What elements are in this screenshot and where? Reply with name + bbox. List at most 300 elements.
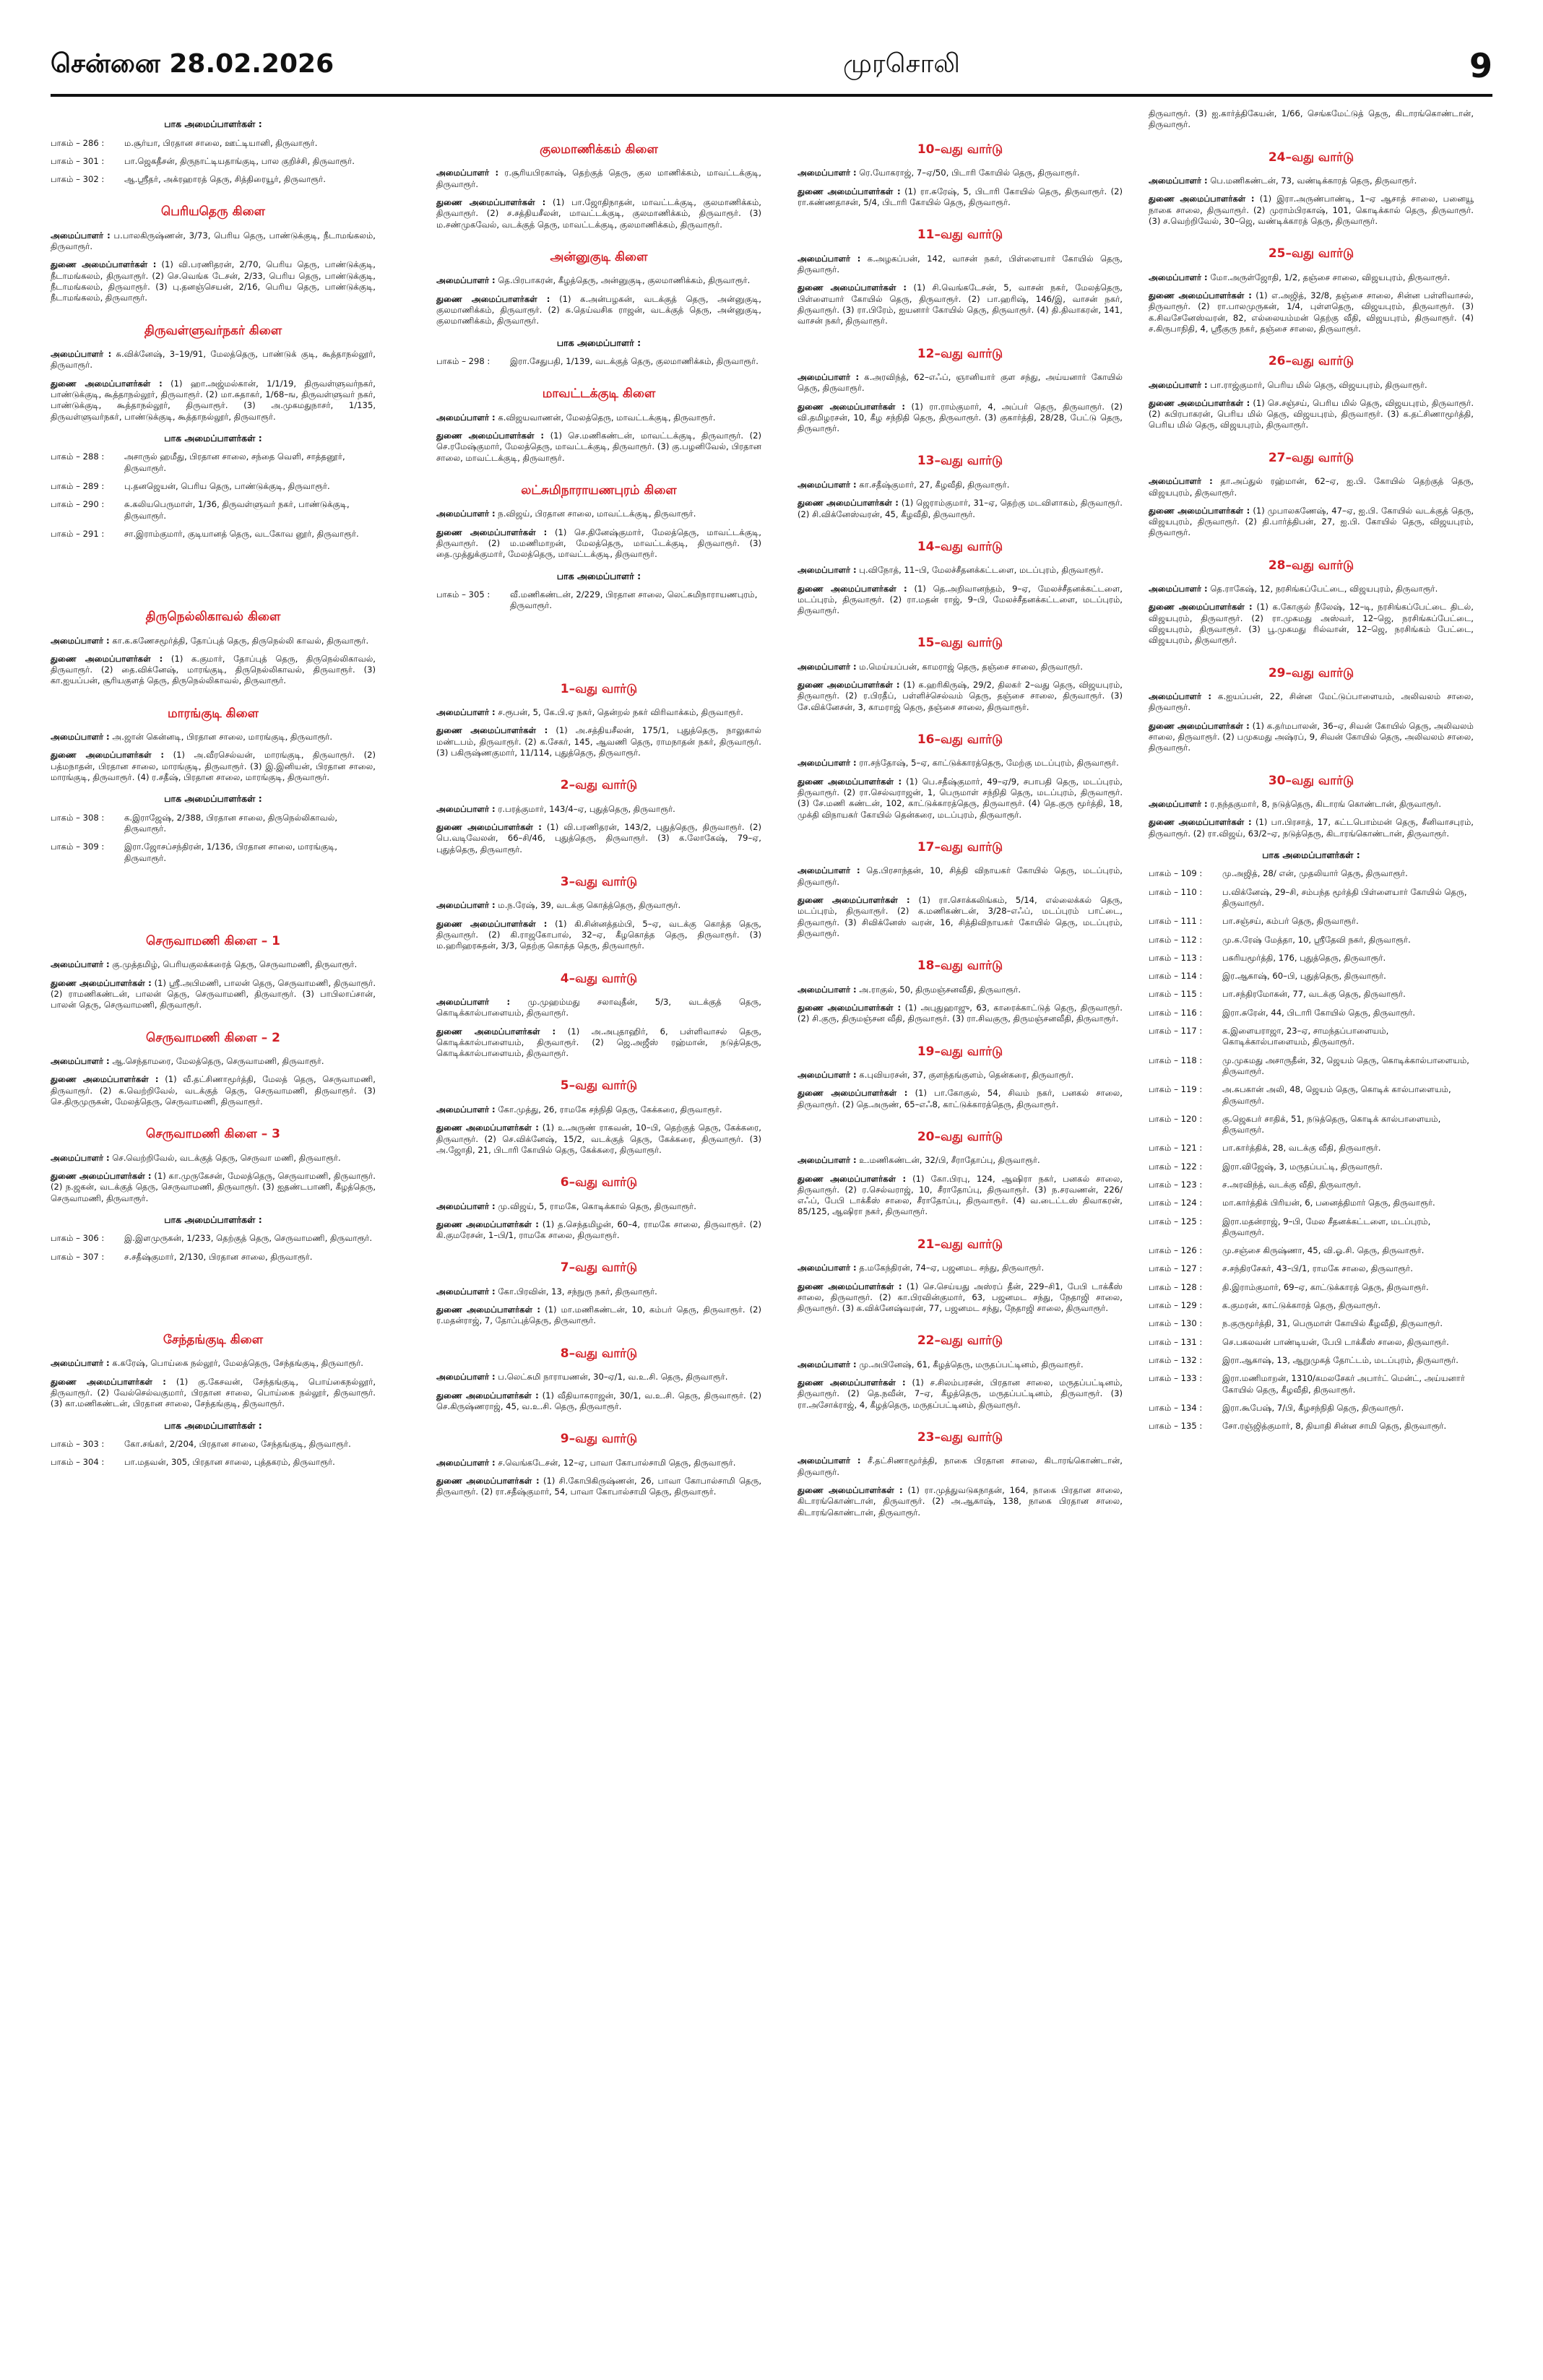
entry-text: மோ.அருள்ஜோதி, 1/2, தஞ்சை சாலை, விஜயபுரம், திருவாரூர்.: [1210, 272, 1451, 282]
entry-text: (1) க.அன்பழகன், வடக்குத் தெரு, அன்னுகுடி, குலமாணிக்கம், திருவாரூர். (2) சு.தெய்வசிக ராஜன், வடக்குத் தெரு, அன்னுகுடி, குலமாணிக்கம், திருவாரூர்.: [436, 293, 761, 326]
entry-text: (1) அபுதுஹாஜு, 63, காரைக்காட்டுத் தெரு, திருவாரூர். (2) சி.குரு, திருமஞ்சன வீதி, திருவாரூர். (3) ரா.சிவகுரு, திருமஞ்சனவீதி, திருவாரூர்.: [798, 1002, 1123, 1024]
section-title: 18–வது வார்டு: [917, 959, 1003, 974]
entry-text: ப.லெட்சுமி நாராயணன், 30–ஏ/1, வ.உ.சி. தெரு, திருவாரூர்.: [498, 1372, 728, 1382]
booth-entry: [1149, 1161, 1474, 1172]
booth-entry: [1149, 1421, 1474, 1432]
booth-entry: [1149, 1055, 1474, 1078]
role-label: அமைப்பாளர் :: [436, 707, 496, 718]
entry-paragraph: [51, 1056, 376, 1067]
role-label: அமைப்பாளர் :: [798, 168, 857, 178]
section-title: 14–வது வார்டு: [917, 539, 1003, 554]
role-label: அமைப்பாளர் :: [1149, 691, 1212, 702]
column-1: [51, 108, 376, 2362]
entry-text: ரா.சந்தோஷ், 5–ஏ, காட்டுக்காரத்தெரு, மேற்கு மடப்புரம், திருவாரூர்.: [859, 758, 1119, 769]
booth-organiser: இரா.ஆகாஷ், 13, ஆறுமுகத் தோட்டம், மடப்புரம், திருவாரூர்.: [1222, 1354, 1458, 1365]
role-label: அமைப்பாளர் :: [51, 732, 110, 743]
section-title: 4–வது வார்டு: [560, 971, 638, 986]
booth-organiser: சு.கலியபெருமாள், 1/36, திருவள்ளுவர் நகர், பாண்டுக்குடி, திருவாரூர்.: [124, 499, 350, 521]
role-label: துணை அமைப்பாளர்கள் :: [1149, 817, 1252, 828]
role-label: துணை அமைப்பாளர்கள் :: [798, 401, 905, 412]
role-label: துணை அமைப்பாளர்கள் :: [798, 680, 900, 691]
role-label: துணை அமைப்பாளர்கள் :: [436, 527, 548, 537]
booth-organiser: இரா.சேதுபதி, 1/139, வடக்குத் தெரு, குலமாணிக்கம், திருவாரூர்.: [510, 356, 758, 367]
entry-paragraph: [798, 1455, 1123, 1478]
booth-organiser: இரா.மதன்ராஜ், 9–பி, மேல சீதனக்கட்டளை, மடப்புரம், திருவாரூர்.: [1222, 1216, 1431, 1237]
role-label: அமைப்பாளர் :: [1149, 379, 1208, 390]
role-label: அமைப்பாளர் :: [1149, 176, 1208, 186]
entry-paragraph: [798, 254, 1123, 276]
booth-entry: [1149, 1263, 1474, 1274]
booth-entry: [51, 529, 376, 540]
booth-entry: [1149, 935, 1474, 945]
entry-paragraph: [1149, 691, 1474, 714]
entry-paragraph: [436, 294, 761, 327]
entry-paragraph: [436, 527, 761, 561]
entry-text: (1) க.ஹரிகிருஷ், 29/2, திலகர் 2–வது தெரு, விஜயபுரம், திருவாரூர். (2) ர.பிரதீப், பள்ளிச்செல்வம் தெரு, தஞ்சை சாலை, திருவாரூர். (3) சே.விக்னேசன், 3, காமராஜ் தெரு, தஞ்சை சாலை, திருவாரூர்.: [798, 680, 1123, 712]
role-label: அமைப்பாளர் :: [436, 1200, 496, 1211]
booth-number: பாகம் – 127 :: [1149, 1263, 1203, 1274]
booth-entry: [436, 356, 761, 367]
booth-organiser: இரா.சுரேன், 44, பிடாரி கோயில் தெரு, திருவாரூர்.: [1222, 1007, 1416, 1018]
entry-paragraph: [436, 412, 761, 423]
entry-paragraph: [51, 1358, 376, 1369]
section-title: மாரங்குடி கிளை: [167, 706, 259, 721]
entry-paragraph: [798, 1003, 1123, 1025]
entry-paragraph: [436, 509, 761, 519]
booth-entry: [1149, 1337, 1474, 1348]
role-label: துணை அமைப்பாளர்கள் :: [51, 1074, 159, 1085]
role-label: அமைப்பாளர் :: [1149, 476, 1213, 487]
booth-number: பாகம் – 109 :: [1149, 868, 1203, 879]
entry-text: (1) முபாலகணேஷ், 47–ஏ, ஐ.பி. கோயில் வடக்குத் தெரு, விஜயபுரம், திருவாரூர். (2) தி.பார்த்திபன், 27, ஐ.பி. கோயில் தெரு, விஜயபுரம், திருவாரூர்.: [1149, 505, 1474, 538]
entry-paragraph: [51, 1074, 376, 1107]
role-label: அமைப்பாளர் :: [798, 371, 860, 382]
role-label: அமைப்பாளர் :: [436, 1286, 496, 1297]
booth-number: பாகம் – 123 :: [1149, 1180, 1203, 1190]
booth-number: பாகம் – 134 :: [1149, 1402, 1203, 1413]
entry-text: ம.மெய்யப்பன், காமராஜ் தெரு, தஞ்சை சாலை, திருவாரூர்.: [859, 661, 1083, 672]
entry-text: (1) அ.அபுதாஹிர், 6, பள்ளிவாசல் தெரு, கொடிக்கால்பாளையம், திருவாரூர். (2) ஜெ.அஜீஸ் ரஹ்மான், நடுத்தெரு, கொடிக்கால்பாளையம், திருவாரூர்.: [436, 1026, 761, 1059]
entry-paragraph: [1149, 721, 1474, 754]
entry-paragraph: [798, 758, 1123, 769]
entry-paragraph: [436, 1476, 761, 1498]
role-label: துணை அமைப்பாளர்கள் :: [798, 1002, 902, 1013]
booth-organiser: ம.சூர்யா, பிரதான சாலை, ஊட்டியானி, திருவாரூர்.: [124, 137, 318, 148]
booth-entry: [51, 499, 376, 522]
booth-number: பாகம் – 122 :: [1149, 1161, 1203, 1172]
role-label: துணை அமைப்பாளர்கள் :: [51, 378, 163, 389]
entry-paragraph: [436, 1122, 761, 1156]
entry-paragraph: [1149, 506, 1474, 539]
entry-paragraph: [1149, 602, 1474, 646]
column-3: [798, 108, 1123, 2362]
role-label: அமைப்பாளர் :: [51, 1056, 110, 1067]
entry-text: க.கரேஷ், பொய்கை நல்லூர், மேலத்தெரு, சேந்தங்குடி, திருவாரூர்.: [112, 1358, 363, 1369]
entry-text: கோ.பிரவின், 13, சந்நுரு நகர், திருவாரூர்.: [498, 1286, 657, 1297]
booth-number: பாகம் – 288 :: [51, 451, 105, 462]
entry-text: சு.விக்னேஷ், 3–19/91, மேலத்தெரு, பாண்டுக் குடி, கூத்தாநல்லூர், திருவாரூர்.: [51, 349, 376, 371]
booth-organiser: பா.மதவன், 305, பிரதான சாலை, புத்தகரம், திருவாரூர்.: [124, 1457, 335, 1468]
subsection-title: பாக அமைப்பாளர்கள் :: [164, 1419, 262, 1431]
entry-paragraph: [51, 349, 376, 371]
entry-paragraph: [436, 900, 761, 911]
booth-number: பாகம் – 124 :: [1149, 1198, 1203, 1208]
section-title: குலமாணிக்கம் கிளை: [540, 142, 658, 157]
entry-text: (1) வி.பரணிதரன், 143/2, புதுத்தெரு, திருவாரூர். (2) பெ.வடிவேலன், 66–சி/46, புதுத்தெரு, திருவாரூர். (3) க.லோகேஷ், 79–ஏ, புதுத்தெரு, திருவாரூர்.: [436, 822, 761, 854]
entry-paragraph: [51, 654, 376, 687]
booth-number: பாகம் – 135 :: [1149, 1421, 1203, 1432]
section-title: 15–வது வார்டு: [917, 636, 1003, 651]
spacer: [51, 1270, 376, 1313]
role-label: துணை அமைப்பாளர்கள் :: [798, 498, 899, 509]
role-label: அமைப்பாளர் :: [798, 865, 860, 876]
entry-text: தா.அப்துல் ரஹ்மான், 62–ஏ, ஐ.பி. கோயில் தெற்குத் தெரு, விஜயபுரம், திருவாரூர்.: [1149, 476, 1474, 498]
booth-number: பாகம் – 307 :: [51, 1251, 105, 1262]
entry-text: (1) வீ.தட்சிணாமூர்த்தி, மேலத் தெரு, செருவாமணி, திருவாரூர். (2) க.வெற்றிவேல், வடக்குத் தெரு, செருவாமணி, திருவாரூர். (3) செ.திருமுருகன், மேலத்தெரு, செருவாமணி, திருவாரூர்.: [51, 1074, 376, 1107]
booth-number: பாகம் – 286 :: [51, 137, 105, 148]
booth-entry: [1149, 1180, 1474, 1190]
entry-paragraph: [436, 1104, 761, 1115]
entry-paragraph: [51, 1377, 376, 1410]
booth-organiser: இ.இளமுருகன், 1/233, தெற்குத் தெரு, செருவாமணி, திருவாரூர்.: [124, 1233, 373, 1244]
subsection-title: பாக அமைப்பாளர்கள் :: [164, 793, 262, 805]
column-4: [1149, 108, 1474, 2362]
entry-text: கா.சதீஷ்குமார், 27, கீழவீதி, திருவாரூர்.: [859, 479, 1010, 490]
booth-entry: [51, 841, 376, 864]
booth-entry: [51, 1439, 376, 1450]
booth-organiser: ச.அரவிந்த், வடக்கு வீதி, திருவாரூர்.: [1222, 1180, 1362, 1190]
entry-text: ப.பாலகிருஷ்ணன், 3/73, பெரிய தெரு, பாண்டுக்குடி, நீடாமங்கலம், திருவாரூர்.: [51, 230, 376, 252]
role-label: அமைப்பாளர் :: [436, 1457, 496, 1468]
section-title: திருநெல்லிகாவல் கிளை: [145, 610, 281, 625]
role-label: துணை அமைப்பாளர்கள் :: [1149, 505, 1250, 516]
booth-organiser: வீ.மணிகண்டன், 2/229, பிரதான சாலை, லெட்சுமிநாராயணபுரம், திருவாரூர்.: [510, 589, 758, 611]
entry-text: க.விஜயவாணன், மேலத்தெரு, மாவட்டக்குடி, திருவாரூர்.: [498, 412, 716, 423]
role-label: துணை அமைப்பாளர்கள் :: [1149, 602, 1253, 613]
section-title: 24–வது வார்டு: [1268, 150, 1354, 165]
entry-paragraph: [436, 430, 761, 464]
role-label: அமைப்பாளர் :: [436, 412, 496, 423]
entry-paragraph: [51, 378, 376, 423]
booth-organiser: பு.தனஜெயன், பெரிய தெரு, பாண்டுக்குடி, திருவாரூர்.: [124, 480, 330, 491]
booth-number: பாகம் – 291 :: [51, 528, 105, 539]
spacer: [51, 871, 376, 914]
booth-entry: [1149, 887, 1474, 909]
section-title: 7–வது வார்டு: [560, 1260, 638, 1276]
entry-text: பெ.மணிகண்டன், 73, வண்டிக்காரத் தெரு, திருவாரூர்.: [1210, 176, 1417, 186]
entry-paragraph: [798, 1485, 1123, 1518]
entry-text: மு.விஜய், 5, ராமகே, கொடிக்கால் தெரு, திருவாரூர்.: [498, 1200, 696, 1211]
booth-entry: [51, 174, 376, 185]
booth-organiser: சோ.ரஞ்ஜித்குமார், 8, தியாதி சின்ன சாமி தெரு, திருவாரூர்.: [1222, 1421, 1447, 1432]
entry-paragraph: [436, 919, 761, 952]
entry-paragraph: [798, 680, 1123, 713]
entry-text: (1) செ.செய்யது அஸ்ரப் தீன், 229–சி1, பேபி டாக்கீஸ் சாலை, திருவாரூர். (2) கா.பிரவின்குமார், 63, பஜனமட சந்து, நேதாஜி சாலை, திருவாரூர். (3) க.விக்னேஷ்வரன், 77, பஜனமட சந்து, நேதாஜி சாலை, திருவாரூர்.: [798, 1281, 1123, 1314]
entry-text: க.அழகப்பன், 142, வாசன் நகர், பிள்ளையார் கோயில் தெரு, திருவாரூர்.: [798, 253, 1123, 275]
role-label: துணை அமைப்பாளர்கள் :: [1149, 397, 1250, 408]
subsection-title: பாக அமைப்பாளர்கள் :: [1262, 849, 1360, 860]
entry-text: ரெ.யோகராஜ், 7–ஏ/50, பிடாரி கோயில் தெரு, திருவாரூர்.: [859, 168, 1080, 178]
entry-text: க.ஐயப்பன், 22, சின்ன மேட்டுப்பாளையம், அலிவலம் சாலை, திருவாரூர்.: [1149, 691, 1474, 713]
booth-organiser: கோ.சங்கர், 2/204, பிரதான சாலை, சேந்தங்குடி, திருவாரூர்.: [124, 1439, 351, 1450]
booth-number: பாகம் – 131 :: [1149, 1336, 1203, 1347]
booth-entry: [1149, 1403, 1474, 1414]
booth-entry: [1149, 868, 1474, 879]
entry-paragraph: [798, 895, 1123, 939]
entry-text: (1) ரா.முத்துவடுகநாதன், 164, நாகை பிரதான சாலை, கிடாரங்கொண்டான், திருவாரூர். (2) அ.ஆகாஷ், 138, நாகை பிரதான சாலை, கிடாரங்கொண்டான், திருவாரூர்.: [798, 1485, 1123, 1518]
role-label: அமைப்பாளர் :: [798, 661, 857, 672]
column-2: [436, 108, 761, 2362]
section-title: 16–வது வார்டு: [917, 732, 1003, 748]
section-title: 10–வது வார்டு: [917, 142, 1003, 157]
entry-paragraph: [436, 804, 761, 815]
booth-number: பாகம் – 308 :: [51, 812, 105, 823]
entry-paragraph: [1149, 398, 1474, 431]
subsection-title: பாக அமைப்பாளர் :: [556, 337, 641, 348]
entry-paragraph: [798, 1070, 1123, 1081]
entry-paragraph: [436, 1219, 761, 1242]
role-label: துணை அமைப்பாளர்கள் :: [436, 197, 546, 208]
entry-paragraph: [798, 168, 1123, 178]
section-title: 9–வது வார்டு: [560, 1432, 638, 1447]
role-label: துணை அமைப்பாளர்கள் :: [798, 583, 907, 594]
entry-paragraph: [436, 707, 761, 718]
booth-entry: [1149, 1216, 1474, 1239]
entry-paragraph: [51, 1153, 376, 1164]
entry-paragraph: [436, 822, 761, 855]
role-label: துணை அமைப்பாளர்கள் :: [798, 1485, 903, 1496]
role-label: துணை அமைப்பாளர்கள் :: [436, 1390, 539, 1401]
section-title: 1–வது வார்டு: [560, 681, 638, 696]
role-label: துணை அமைப்பாளர்கள் :: [51, 750, 165, 761]
section-title: 26–வது வார்டு: [1268, 354, 1354, 369]
entry-text: தெ.ராகேஷ், 12, நரசிங்கப்பேட்டை, விஜயபுரம், திருவாரூர்.: [1210, 584, 1438, 594]
role-label: அமைப்பாளர் :: [798, 479, 857, 490]
entry-text: ஆ.செந்தாமரை, மேலத்தெரு, செருவாமணி, திருவாரூர்.: [112, 1056, 324, 1067]
entry-paragraph: [1149, 380, 1474, 391]
entry-paragraph: [51, 732, 376, 743]
entry-paragraph: [436, 1372, 761, 1382]
entry-text: (1) செ.மணிகண்டன், மாவட்டக்குடி, திருவாரூர். (2) செ.ரமேஷ்குமார், மேலத்தெரு, மாவட்டக்குடி, திருவாரூர். (3) கு.பழனிவேல், பிரதான சாலை, மாவட்டக்குடி, திருவாரூர்.: [436, 430, 761, 463]
entry-text: (1) பா.பிரசாத், 17, கட்டபொம்மன் தெரு, சீனிவாசபுரம், திருவாரூர். (2) ரா.விஜய், 63/2–ஏ, நடுத்தெரு, கிடாரங்கொண்டான், திருவாரூர்.: [1149, 817, 1474, 839]
booth-number: பாகம் – 304 :: [51, 1457, 105, 1468]
booth-number: பாகம் – 289 :: [51, 480, 105, 491]
booth-organiser: ஆ.ஸ்ரீதர், அக்ரஹாரத் தெரு, சித்திரையூர், திருவாரூர்.: [124, 174, 326, 185]
booth-entry: [1149, 971, 1474, 982]
booth-organiser: அசாருல் ஹமீது, பிரதான சாலை, சந்தை வெளி, சாத்தனூர், திருவாரூர்.: [124, 451, 345, 473]
booth-number: பாகம் – 128 :: [1149, 1281, 1203, 1292]
role-label: அமைப்பாளர் :: [798, 1069, 857, 1080]
booth-number: பாகம் – 306 :: [51, 1233, 105, 1244]
entry-text: (1) மா.மணிகண்டன், 10, கம்பர் தெரு, திருவாரூர். (2) ர.மதன்ராஜ், 7, தோப்புத்தெரு, திருவாரூர்.: [436, 1304, 761, 1326]
entry-paragraph: [798, 1174, 1123, 1218]
entry-text: (1) கா.முருகேசன், மேலத்தெரு, செருவாமணி, திருவாரூர். (2) ந.ஜகன், வடக்குத் தெரு, செருவாமணி, திருவாரூர். (3) ஐதண்டபாணி, கீழத்தெரு, செருவாமணி, திருவாரூர்.: [51, 1171, 376, 1203]
section-title: 5–வது வார்டு: [560, 1078, 638, 1094]
role-label: அமைப்பாளர் :: [436, 1104, 496, 1115]
section-title: செருவாமணி கிளை – 2: [146, 1030, 280, 1045]
booth-entry: [436, 589, 761, 612]
booth-organiser: மு.அஜித், 28/ என், முதலியார் தெரு, திருவாரூர்.: [1222, 868, 1408, 879]
booth-number: பாகம் – 305 :: [436, 589, 490, 600]
section-title: 2–வது வார்டு: [560, 778, 638, 793]
entry-text: பு.விநோத், 11–பி, மேலச்சீதனக்கட்டளை, மடப்புரம், திருவாரூர்.: [859, 565, 1104, 576]
booth-organiser: பா.கார்த்திக், 28, வடக்கு வீதி, திருவாரூர்.: [1222, 1143, 1381, 1154]
entry-text: (1) பெ.சதீஷ்குமார், 49–ஏ/9, சபாபதி தெரு, மடப்புரம், திருவாரூர். (2) ரா.செல்வராஜன், 1, பெருமாள் சந்நிதி தெரு, மடப்புரம், திருவாரூர். (3) சே.மணி கண்டன், 102, காட்டுக்காரத்தெரு, திருவாரூர். (4) தெ.குரு மூர்த்தி, 18, முக்தி விநாயகர் கோயில் தென்கரை, மடப்புரம், திருவாரூர்.: [798, 776, 1123, 820]
booth-number: பாகம் – 133 :: [1149, 1373, 1203, 1384]
booth-organiser: அ.சுபகான் அலி, 48, ஜெயம் தெரு, கொடிக் கால்பாளையம், திருவாரூர்.: [1222, 1084, 1451, 1106]
entry-paragraph: [798, 186, 1123, 209]
entry-paragraph: [436, 1458, 761, 1468]
page-number: 9: [1469, 46, 1492, 85]
entry-text: உ.மணிகண்டன், 32/பி, சீராதோப்பு, திருவாரூர்.: [859, 1155, 1040, 1166]
entry-paragraph: [1149, 817, 1474, 839]
role-label: அமைப்பாளர் :: [51, 1152, 110, 1163]
section-title: 25–வது வார்டு: [1268, 246, 1354, 261]
booth-organiser: பா.சந்திரமோகன், 77, வடக்கு தெரு, திருவாரூர்.: [1222, 989, 1406, 1000]
entry-paragraph: [51, 1171, 376, 1204]
entry-paragraph: [798, 1088, 1123, 1110]
role-label: அமைப்பாளர் :: [436, 900, 496, 911]
role-label: அமைப்பாளர் :: [436, 275, 496, 286]
booth-organiser: க.இராஜேஷ், 2/388, பிரதான சாலை, திருநெல்லிகாவல், திருவாரூர்.: [124, 812, 338, 834]
role-label: துணை அமைப்பாளர்கள் :: [436, 1122, 539, 1133]
entry-text: (1) சி.வெங்கடேசன், 5, வாசன் நகர், மேலத்தெரு, பிள்ளையார் கோயில் தெரு, திருவாரூர். (2) பா.ஹரிஷ், 146/இ, வாசன் நகர், திருவாரூர். (3) ரா.பிரேம், ஐயனார் கோயில் தெரு, திருவாரூர். (4) தி.திவாகரன், 141, வாசன் நகர், திருவாரூர்.: [798, 282, 1123, 326]
booth-organiser: பா.ஜெகதீசன், திருநாட்டியதாங்குடி, பால குறிச்சி, திருவாரூர்.: [124, 155, 355, 166]
entry-paragraph: [436, 997, 761, 1019]
entry-text: ந.விஜய், பிரதான சாலை, மாவட்டக்குடி, திருவாரூர்.: [498, 509, 696, 519]
entry-text: (1) செ.சஞ்சய், பெரிய மில் தெரு, விஜயபுரம், திருவாரூர். (2) சுபிரபாகரன், பெரிய மில் தெரு, விஜயபுரம், திருவாரூர். (3) க.தட்சிணாமூர்த்தி, பெரிய மில் தெரு, விஜயபுரம், திருவாரூர்.: [1149, 397, 1474, 430]
entry-paragraph: [436, 1026, 761, 1060]
role-label: துணை அமைப்பாளர்கள் :: [798, 1281, 902, 1291]
role-label: அமைப்பாளர் :: [51, 230, 111, 241]
booth-entry: [1149, 1300, 1474, 1311]
entry-paragraph: [798, 865, 1123, 888]
booth-entry: [1149, 1026, 1474, 1048]
entry-paragraph: [1149, 272, 1474, 283]
entry-paragraph: [798, 1377, 1123, 1411]
booth-entry: [1149, 1084, 1474, 1107]
booth-entry: [1149, 1198, 1474, 1208]
role-label: துணை அமைப்பாளர்கள் :: [436, 918, 548, 929]
entry-paragraph: [798, 662, 1123, 672]
role-label: அமைப்பாளர் :: [798, 1263, 857, 1273]
booth-organiser: கு.ஜெகபர் சாதிக், 51, நடுத்தெரு, கொடிக் கால்பாளையம், திருவாரூர்.: [1222, 1113, 1441, 1135]
entry-paragraph: [798, 480, 1123, 490]
booth-organiser: மு.சஞ்சை கிருஷ்ணா, 45, வி.ஓ.சி. தெரு, திருவாரூர்.: [1222, 1245, 1425, 1256]
masthead: [51, 40, 1492, 91]
entry-paragraph: [798, 1155, 1123, 1166]
role-label: துணை அமைப்பாளர்கள் :: [436, 822, 542, 833]
entry-text: (1) கி.சின்னத்தம்பி, 5–ஏ, வடக்கு கொத்த தெரு, திருவாரூர். (2) கி.ராஜகோபால், 32–ஏ, கீழகொத்த தெரு, திருவாரூர். (3) ம.ஹரிஹரசுதன், 3/3, தெற்கு கொத்த தெரு, திருவாரூர்.: [436, 918, 761, 951]
entry-text: சீ.தட்சிணாமூர்த்தி, நாகை பிரதான சாலை, கிடாரங்கொண்டான், திருவாரூர்.: [798, 1455, 1123, 1477]
role-label: அமைப்பாளர் :: [51, 959, 110, 970]
entry-paragraph: [436, 1304, 761, 1327]
booth-entry: [1149, 989, 1474, 1000]
role-label: துணை அமைப்பாளர்கள் :: [436, 293, 550, 304]
entry-paragraph: [436, 275, 761, 286]
section-title: 20–வது வார்டு: [917, 1129, 1003, 1144]
booth-organiser: இரா.விஜேஷ், 3, மருதப்பட்டி, திருவாரூர்.: [1222, 1161, 1383, 1172]
entry-paragraph: [798, 985, 1123, 995]
role-label: துணை அமைப்பாளர்கள் :: [51, 259, 157, 270]
entry-text: (1) கு.கேசவன், சேந்தங்குடி, பொய்கைநல்லூர், திருவாரூர். (2) வேல்செல்வகுமார், பிரதான சாலை, பொய்கை நல்லூர், திருவாரூர். (3) கா.மணிகண்டன், பிரதான சாலை, சேந்தங்குடி, திருவாரூர்.: [51, 1376, 376, 1409]
booth-entry: [51, 1252, 376, 1263]
entry-text: (1) ரா.ராம்குமார், 4, அப்பர் தெரு, திருவாரூர். (2) வி.தமிழரசன், 10, கீழ சந்நிதி தெரு, திருவாரூர். (3) குகார்த்தி, 28/28, பேட்டு தெரு, திருவாரூர்.: [798, 401, 1123, 434]
booth-number: பாகம் – 117 :: [1149, 1026, 1203, 1037]
entry-text: (1) அ.வீரசெல்வன், மாரங்குடி, திருவாரூர். (2) பத்மநாதன், பிரதான சாலை, மாரங்குடி, திருவாரூர். (3) இ.இனியன், பிரதான சாலை, மாரங்குடி, திருவாரூர். (4) ர.சதீஷ், பிரதான சாலை, மாரங்குடி, திருவாரூர்.: [51, 750, 376, 783]
booth-entry: [1149, 1008, 1474, 1018]
entry-text: ச.வெங்கடேசன், 12–ஏ, பாவா கோபால்சாமி தெரு, திருவாரூர்.: [498, 1457, 736, 1468]
entry-text: ர.சூரியபிரகாஷ், தெற்குத் தெரு, குல மாணிக்கம், மாவட்டக்குடி, திருவாரூர்.: [436, 168, 761, 189]
entry-paragraph: [1149, 290, 1474, 334]
role-label: அமைப்பாளர் :: [1149, 272, 1208, 282]
subsection-title: பாக அமைப்பாளர் :: [556, 570, 641, 581]
entry-text: (1) இரா.அருண்பாண்டி, 1–ஏ ஆசாத் சாலை, பனையூ நாகை சாலை, திருவாரூர். (2) முராம்பிரகாஷ், 101, கொடிக்கால் தெரு, திருவாரூர். (3) ச.வெற்றிவேல், 30–ஜெ, வண்டிக்காரத் தெரு, திருவாரூர்.: [1149, 194, 1474, 226]
entry-text: (1) பா.கோகுல், 54, சிவம் நகர், பனகல் சாலை, திருவாரூர். (2) தெ.அருண், 65–எஃ8, காட்டுக்காரத்தெரு, திருவாரூர்.: [798, 1088, 1123, 1109]
booth-number: பாகம் – 303 :: [51, 1439, 105, 1450]
role-label: துணை அமைப்பாளர்கள் :: [436, 725, 548, 736]
section-title: மாவட்டக்குடி கிளை: [542, 386, 656, 402]
booth-organiser: ச.சதீஷ்குமார், 2/130, பிரதான சாலை, திருவாரூர்.: [124, 1251, 313, 1262]
section-title: செருவாமணி கிளை – 1: [146, 934, 280, 949]
role-label: அமைப்பாளர் :: [51, 635, 110, 646]
entry-text: (1) த.செந்தமிழன், 60–4, ராமகே சாலை, திருவாரூர். (2) கி.குமரேசன், 1–பி/1, ராமகே சாலை, திருவாரூர்.: [436, 1219, 761, 1241]
booth-number: பாகம் – 298 :: [436, 356, 490, 367]
entry-text: (1) ஹா.அஜ்மல்கான், 1/1/19, திருவள்ளுவர்நகர், பாண்டுக்குடி, கூத்தாநல்லூர், திருவாரூர். (2) மா.சுதாகர், 1/68–ங, திருவள்ளுவர் நகர், பாண்டுக்குடி, கூத்தாநல்லூர், திருவாரூர். (3) அ.முகமதுநாசர், 1/135, திருவள்ளுவர்நகர், பாண்டுக்குடி, கூத்தாநல்லூர், திருவாரூர்.: [51, 378, 376, 422]
role-label: துணை அமைப்பாளர்கள் :: [798, 1088, 908, 1099]
booth-number: பாகம் – 120 :: [1149, 1113, 1203, 1124]
booth-entry: [1149, 1373, 1474, 1395]
booth-number: பாகம் – 116 :: [1149, 1007, 1203, 1018]
entry-paragraph: [1149, 108, 1474, 131]
booth-number: பாகம் – 130 :: [1149, 1318, 1203, 1329]
entry-paragraph: [51, 230, 376, 253]
booth-organiser: ந.குருமூர்த்தி, 31, பெருமாள் கோயில் கீழவீதி, திருவாரூர்.: [1222, 1318, 1443, 1329]
booth-entry: [1149, 953, 1474, 964]
entry-paragraph: [798, 498, 1123, 520]
spacer: [436, 619, 761, 662]
entry-text: (1) எ.அஜித், 32/8, தஞ்சை சாலை, சின்ன பள்ளிவாசல், திருவாரூர். (2) ரா.பாலமுருகன், 1/4, புள்ளதெரு, விஜயபுரம், திருவாரூர். (3) க.சிவசேனேஸ்வரன், 82, எல்லையம்மன் தெற்கு வீதி, விஜயபுரம், திருவாரூர். (4) ச.கிருபாநிதி, 4, ஸ்ரீகுரு நகர், தஞ்சை சாலை, திருவாரூர்.: [1149, 290, 1474, 334]
entry-paragraph: [51, 959, 376, 970]
role-label: அமைப்பாளர் :: [798, 253, 861, 264]
role-label: அமைப்பாளர் :: [436, 168, 499, 178]
entry-paragraph: [51, 750, 376, 783]
entry-text: (1) ஜெராம்குமார், 31–ஏ, தெற்கு மடவிளாகம், திருவாரூர். (2) சி.விக்னேஸ்வரன், 45, கீழவீதி, திருவாரூர்.: [798, 498, 1123, 519]
section-title: 11–வது வார்டு: [917, 228, 1003, 243]
entry-text: ச.ரூபன், 5, கே.பி.ஏ நகர், தென்றல் நகர் விரிவாக்கம், திருவாரூர்.: [498, 707, 743, 718]
role-label: துணை அமைப்பாளர்கள் :: [1149, 290, 1252, 300]
entry-paragraph: [1149, 584, 1474, 594]
booth-entry: [51, 813, 376, 835]
header-rule: [51, 94, 1492, 97]
subsection-title: பாக அமைப்பாளர்கள் :: [164, 432, 262, 443]
booth-number: பாகம் – 301 :: [51, 155, 105, 166]
booth-entry: [51, 481, 376, 492]
section-title: 27–வது வார்டு: [1268, 450, 1354, 465]
section-title: 13–வது வார்டு: [917, 454, 1003, 469]
section-title: 22–வது வார்டு: [917, 1333, 1003, 1349]
role-label: துணை அமைப்பாளர்கள் :: [436, 1304, 541, 1315]
section-title: அன்னுகுடி கிளை: [550, 249, 648, 264]
booth-organiser: செ.பகலவன் பாண்டியன், பேபி டாக்கீஸ் சாலை, திருவாரூர்.: [1222, 1336, 1449, 1347]
entry-paragraph: [798, 1359, 1123, 1370]
section-title: 6–வது வார்டு: [560, 1175, 638, 1190]
entry-text: (1) உ.அருண் ராகவன், 10–பி, தெற்குத் தெரு, கேக்கரை, திருவாரூர். (2) செ.விக்னேஷ், 15/2, வடக்குத் தெரு, கேக்கரை, திருவாரூர். (3) அ.ஜோதி, 21, பிடாரி கோயில் தெரு, கேக்கரை, திருவாரூர்.: [436, 1122, 761, 1155]
booth-organiser: க.இளையராஜா, 23–ஏ, சாமந்தப்பாளையம், கொடிக்கால்பாளையம், திருவாரூர்.: [1222, 1026, 1389, 1047]
date-line: சென்னை 28.02.2026: [51, 49, 334, 79]
booth-entry: [51, 451, 376, 474]
booth-number: பாகம் – 110 :: [1149, 886, 1203, 897]
